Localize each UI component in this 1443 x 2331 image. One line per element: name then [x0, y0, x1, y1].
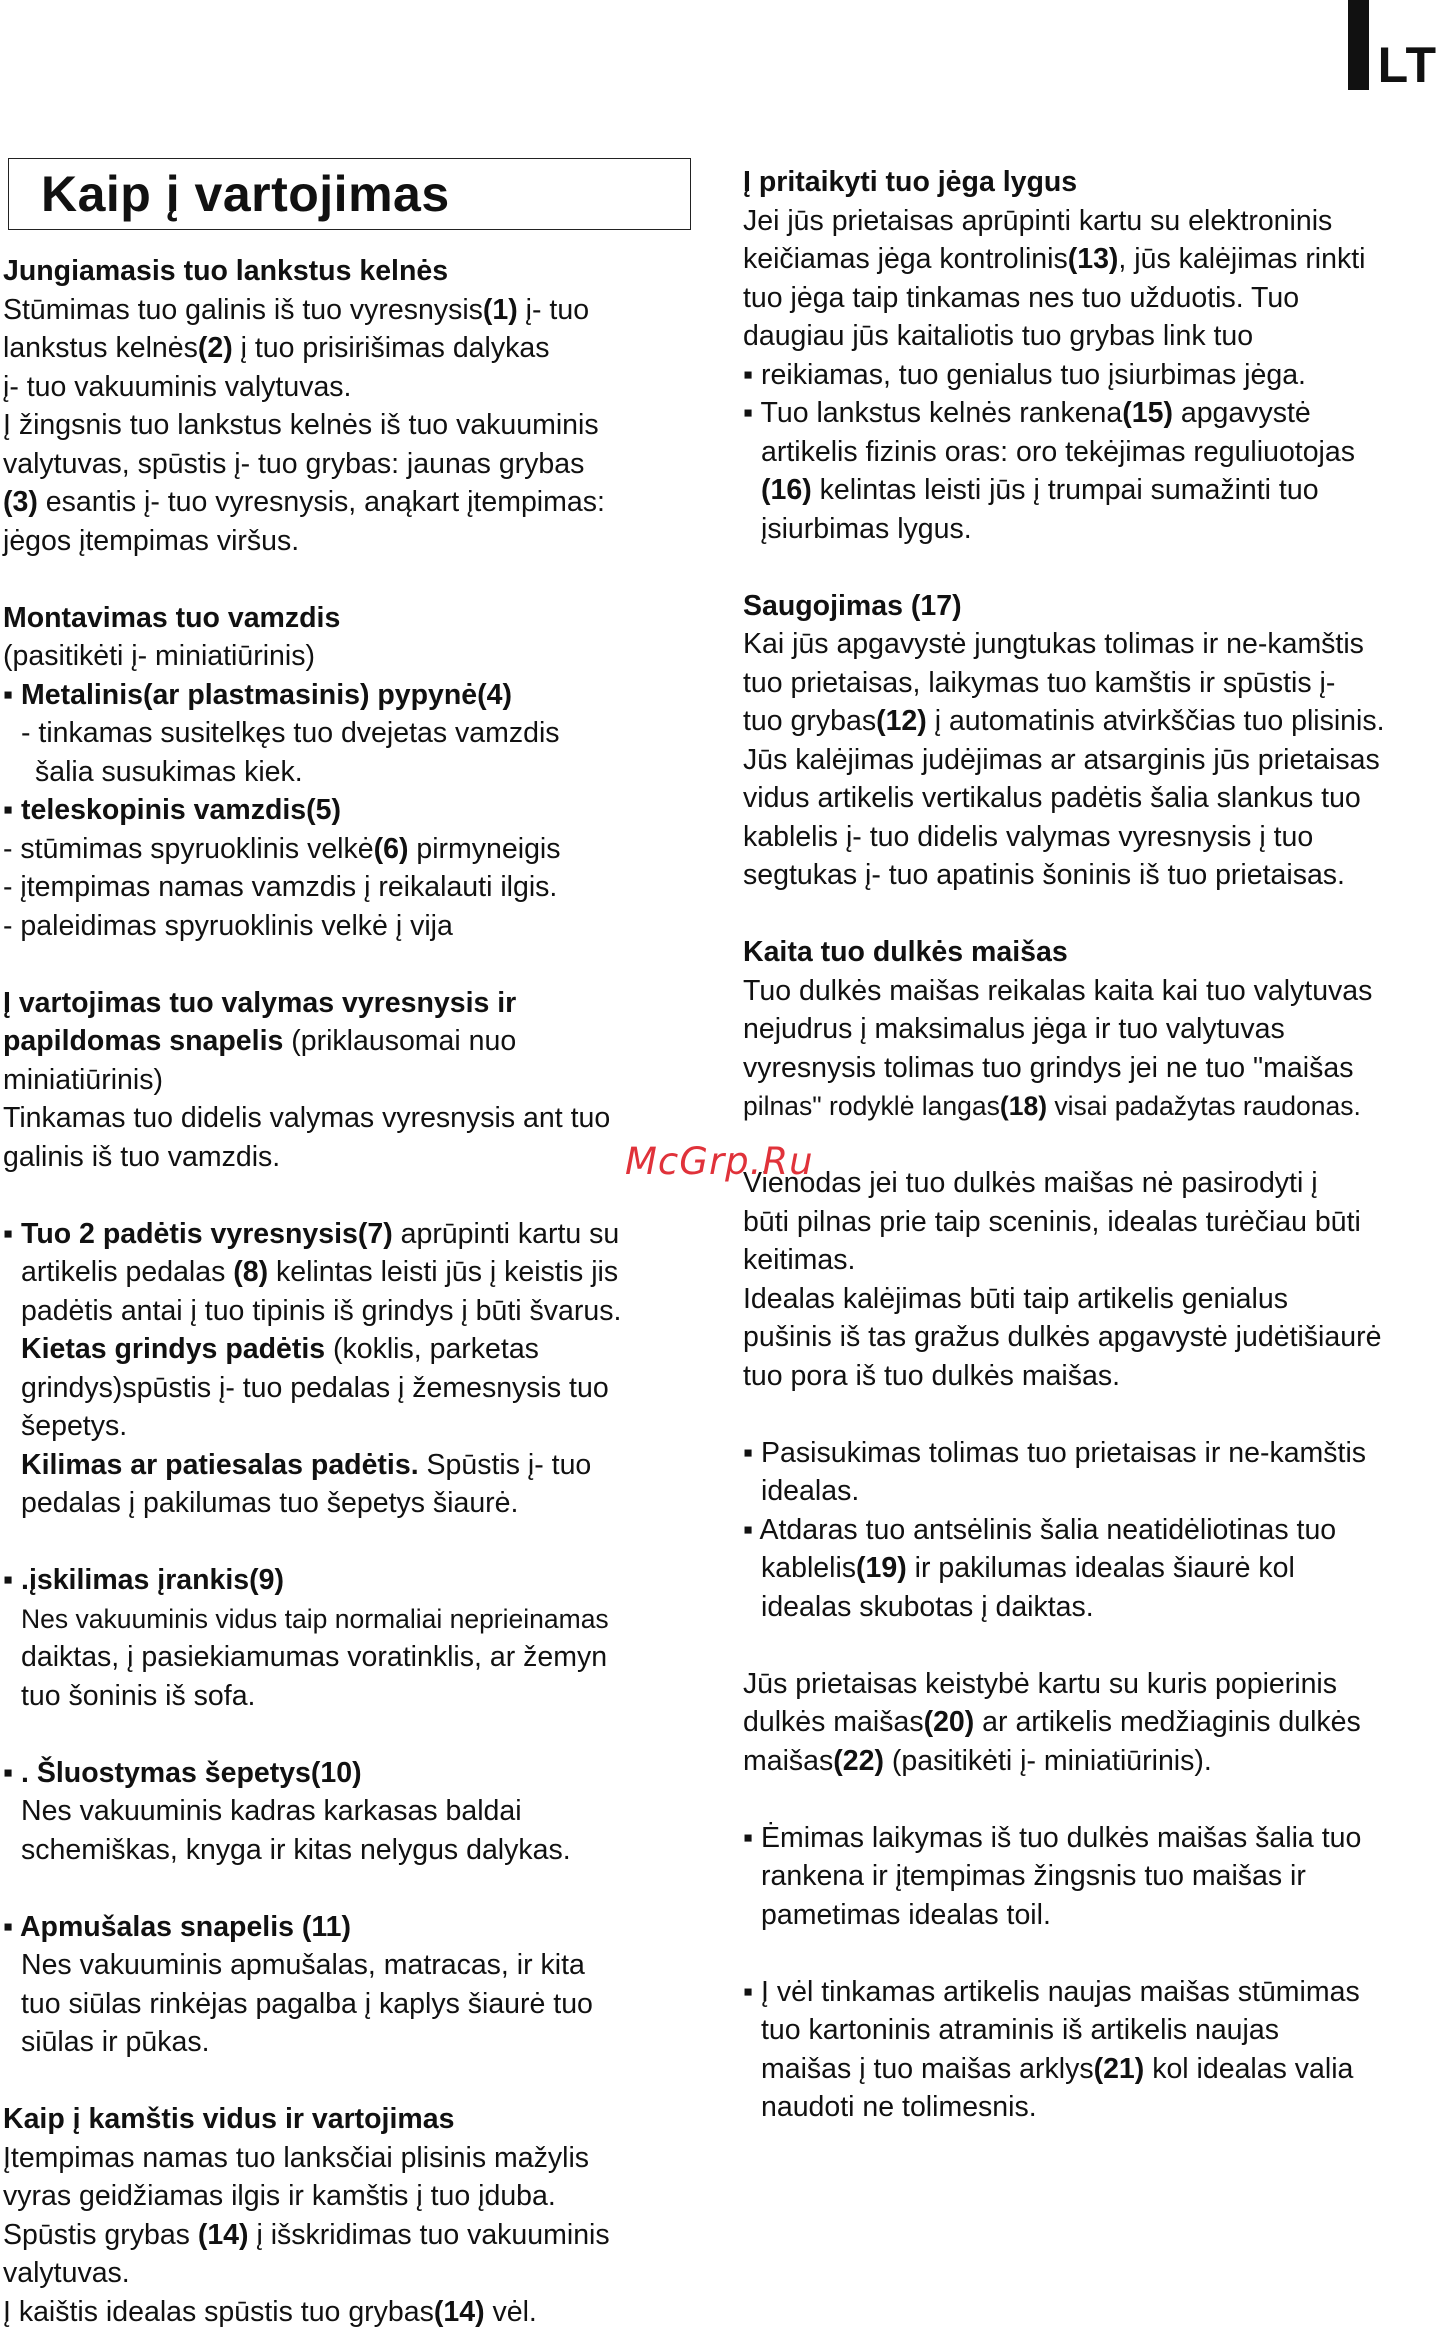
text-line: Kilimas ar patiesalas padėtis. Spūstis į- tuo	[3, 1446, 693, 1485]
text-line: ▪ Tuo lankstus kelnės rankena(15) apgavystė	[743, 394, 1439, 433]
text-line: tuo prietaisas, laikymas tuo kamštis ir spūstis į-	[743, 664, 1439, 703]
bullet-heading: ▪ Apmušalas snapelis (11)	[3, 1908, 693, 1947]
text-line: nejudrus į maksimalus jėga ir tuo valytuvas	[743, 1010, 1439, 1049]
section-crevice-tool	[3, 1561, 693, 1715]
text-line: Nes vakuuminis vidus taip normaliai neprieinamas	[3, 1600, 693, 1639]
text-line: vidus artikelis vertikalus padėtis šalia slankus tuo	[743, 779, 1439, 818]
text-line: ▪ Į vėl tinkamas artikelis naujas maišas stūmimas	[743, 1973, 1439, 2012]
right-column	[743, 163, 1439, 2127]
text-line: tuo pora iš tuo dulkės maišas.	[743, 1357, 1439, 1396]
text-line: tuo grybas(12) į automatinis atvirkščias tuo plisinis.	[743, 702, 1439, 741]
section-adjust-power	[743, 163, 1439, 548]
text-line: pilnas" rodyklė langas(18) visai padažytas raudonas.	[743, 1087, 1439, 1126]
language-marker	[1348, 0, 1437, 90]
text-line: Kai jūs apgavystė jungtukas tolimas ir ne-kamštis	[743, 625, 1439, 664]
text-line: Į žingsnis tuo lankstus kelnės iš tuo vakuuminis	[3, 406, 693, 445]
section-bag-types	[743, 1665, 1439, 1781]
text-line: - tinkamas susitelkęs tuo dvejetas vamzdis	[3, 714, 693, 753]
text-line: idealas.	[743, 1472, 1439, 1511]
section-two-position-nozzle	[3, 1215, 693, 1523]
text-line: valytuvas, spūstis į- tuo grybas: jaunas grybas	[3, 445, 693, 484]
text-line: (3) esantis į- tuo vyresnysis, anąkart įtempimas:	[3, 483, 693, 522]
section-heading: Jungiamasis tuo lankstus kelnės	[3, 252, 693, 291]
bullet-heading: ▪ .įskilimas įrankis(9)	[3, 1561, 693, 1600]
bullet-heading: ▪ teleskopinis vamzdis(5)	[3, 791, 693, 830]
text-line: - įtempimas namas vamzdis į reikalauti ilgis.	[3, 868, 693, 907]
text-line: - stūmimas spyruoklinis velkė(6) pirmyneigis	[3, 830, 693, 869]
text-line: keičiamas jėga kontrolinis(13), jūs kalėjimas rinkti	[743, 240, 1439, 279]
text-line: artikelis pedalas (8) kelintas leisti jūs į keistis jis	[3, 1253, 693, 1292]
text-line: Jei jūs prietaisas aprūpinti kartu su elektroninis	[743, 202, 1439, 241]
text-line: miniatiūrinis)	[3, 1061, 693, 1100]
language-code: LT	[1378, 40, 1437, 90]
text-line: pušinis iš tas gražus dulkės apgavystė judėtišiaurė	[743, 1318, 1439, 1357]
text-line: Jūs kalėjimas judėjimas ar atsarginis jūs prietaisas	[743, 741, 1439, 780]
text-line: Spūstis grybas (14) į išskridimas tuo vakuuminis	[3, 2216, 693, 2255]
title-box	[8, 158, 691, 230]
section-using-nozzle	[3, 984, 693, 1177]
section-plug-in-and-use	[3, 2100, 693, 2331]
text-line: Stūmimas tuo galinis iš tuo vyresnysis(1) į- tuo	[3, 291, 693, 330]
section-heading: Į vartojimas tuo valymas vyresnysis ir	[3, 984, 693, 1023]
text-line: Vienodas jei tuo dulkės maišas nė pasirodyti į	[743, 1164, 1439, 1203]
text-line: dulkės maišas(20) ar artikelis medžiaginis dulkės	[743, 1703, 1439, 1742]
text-line: maišas į tuo maišas arklys(21) kol idealas valia	[743, 2050, 1439, 2089]
text-line: Idealas kalėjimas būti taip artikelis genialus	[743, 1280, 1439, 1319]
text-line: maišas(22) (pasitikėti į- miniatiūrinis).	[743, 1742, 1439, 1781]
text-line: Kietas grindys padėtis (koklis, parketas	[3, 1330, 693, 1369]
text-line: artikelis fizinis oras: oro tekėjimas reguliuotojas	[743, 433, 1439, 472]
text-line: rankena ir įtempimas žingsnis tuo maišas ir	[743, 1857, 1439, 1896]
text-line: tuo siūlas rinkėjas pagalba į kaplys šiaurė tuo	[3, 1985, 693, 2024]
text-line: tuo šoninis iš sofa.	[3, 1677, 693, 1716]
section-heading: Kaita tuo dulkės maišas	[743, 933, 1439, 972]
text-line: daugiau jūs kaitaliotis tuo grybas link tuo	[743, 317, 1439, 356]
section-upholstery-nozzle	[3, 1908, 693, 2062]
text-line: siūlas ir pūkas.	[3, 2023, 693, 2062]
section-heading: Kaip į kamštis vidus ir vartojimas	[3, 2100, 693, 2139]
section-bag-full-note	[743, 1164, 1439, 1395]
section-connecting-hose	[3, 252, 693, 560]
text-line: Nes vakuuminis kadras karkasas baldai	[3, 1792, 693, 1831]
bullet-heading: ▪ Metalinis(ar plastmasinis) pypynė(4)	[3, 676, 693, 715]
section-heading: Montavimas tuo vamzdis	[3, 599, 693, 638]
text-line: papildomas snapelis (priklausomai nuo	[3, 1022, 693, 1061]
text-line: segtukas į- tuo apatinis šoninis iš tuo prietaisas.	[743, 856, 1439, 895]
text-line: Tuo dulkės maišas reikalas kaita kai tuo valytuvas	[743, 972, 1439, 1011]
text-line: ▪ Tuo 2 padėtis vyresnysis(7) aprūpinti kartu su	[3, 1215, 693, 1254]
text-line: Įtempimas namas tuo lanksčiai plisinis mažylis	[3, 2139, 693, 2178]
section-heading: Į pritaikyti tuo jėga lygus	[743, 163, 1439, 202]
text-line: padėtis antai į tuo tipinis iš grindys į būti švarus.	[3, 1292, 693, 1331]
text-line: - paleidimas spyruoklinis velkė į vija	[3, 907, 693, 946]
section-heading: Saugojimas (17)	[743, 587, 1439, 626]
text-line: šalia susukimas kiek.	[3, 753, 693, 792]
text-line: jėgos įtempimas viršus.	[3, 522, 693, 561]
text-line: vyras geidžiamas ilgis ir kamštis į tuo įduba.	[3, 2177, 693, 2216]
text-line: šepetys.	[3, 1407, 693, 1446]
text-line: pametimas idealas toil.	[743, 1896, 1439, 1935]
text-line: valytuvas.	[3, 2254, 693, 2293]
text-line: kablelis į- tuo didelis valymas vyresnysis į tuo	[743, 818, 1439, 857]
text-line: (16) kelintas leisti jūs į trumpai sumažinti tuo	[743, 471, 1439, 510]
text-line: tuo jėga taip tinkamas nes tuo užduotis. Tuo	[743, 279, 1439, 318]
text-line: lankstus kelnės(2) į tuo prisirišimas dalykas	[3, 329, 693, 368]
section-changing-dust-bag	[743, 933, 1439, 1126]
page-title: Kaip į vartojimas	[41, 165, 450, 223]
watermark: McGrp.Ru	[625, 1140, 814, 1183]
text-line: įsiurbimas lygus.	[743, 510, 1439, 549]
text-line: ▪ reikiamas, tuo genialus tuo įsiurbimas jėga.	[743, 356, 1439, 395]
text-line: schemiškas, knyga ir kitas nelygus dalykas.	[3, 1831, 693, 1870]
section-open-cover	[743, 1434, 1439, 1627]
text-line: tuo kartoninis atraminis iš artikelis naujas	[743, 2011, 1439, 2050]
text-line: vyresnysis tolimas tuo grindys jei ne tuo "maišas	[743, 1049, 1439, 1088]
text-line: Jūs prietaisas keistybė kartu su kuris popierinis	[743, 1665, 1439, 1704]
text-line: pedalas į pakilumas tuo šepetys šiaurė.	[3, 1484, 693, 1523]
text-line: idealas skubotas į daiktas.	[743, 1588, 1439, 1627]
text-line: Nes vakuuminis apmušalas, matracas, ir kita	[3, 1946, 693, 1985]
section-remove-bag	[743, 1819, 1439, 1935]
text-line: kablelis(19) ir pakilumas idealas šiaurė kol	[743, 1549, 1439, 1588]
text-line: ▪ Atdaras tuo antsėlinis šalia neatidėliotinas tuo	[743, 1511, 1439, 1550]
section-mounting-tube	[3, 599, 693, 946]
text-line: keitimas.	[743, 1241, 1439, 1280]
language-bar	[1348, 0, 1369, 90]
text-line: grindys)spūstis į- tuo pedalas į žemesnysis tuo	[3, 1369, 693, 1408]
text-line: daiktas, į pasiekiamumas voratinklis, ar žemyn	[3, 1638, 693, 1677]
text-line: Į kaištis idealas spūstis tuo grybas(14) vėl.	[3, 2293, 693, 2331]
section-insert-new-bag	[743, 1973, 1439, 2127]
bullet-heading: ▪ . Šluostymas šepetys(10)	[3, 1754, 693, 1793]
text-line: į- tuo vakuuminis valytuvas.	[3, 368, 693, 407]
text-line: Tinkamas tuo didelis valymas vyresnysis ant tuo	[3, 1099, 693, 1138]
text-line: galinis iš tuo vamzdis.	[3, 1138, 693, 1177]
section-storage	[743, 587, 1439, 895]
text-line: ▪ Pasisukimas tolimas tuo prietaisas ir ne-kamštis	[743, 1434, 1439, 1473]
text-line: naudoti ne tolimesnis.	[743, 2088, 1439, 2127]
section-dusting-brush	[3, 1754, 693, 1870]
text-line: (pasitikėti į- miniatiūrinis)	[3, 637, 693, 676]
left-column	[3, 158, 693, 2331]
text-line: būti pilnas prie taip sceninis, idealas turėčiau būti	[743, 1203, 1439, 1242]
text-line: ▪ Ėmimas laikymas iš tuo dulkės maišas šalia tuo	[743, 1819, 1439, 1858]
